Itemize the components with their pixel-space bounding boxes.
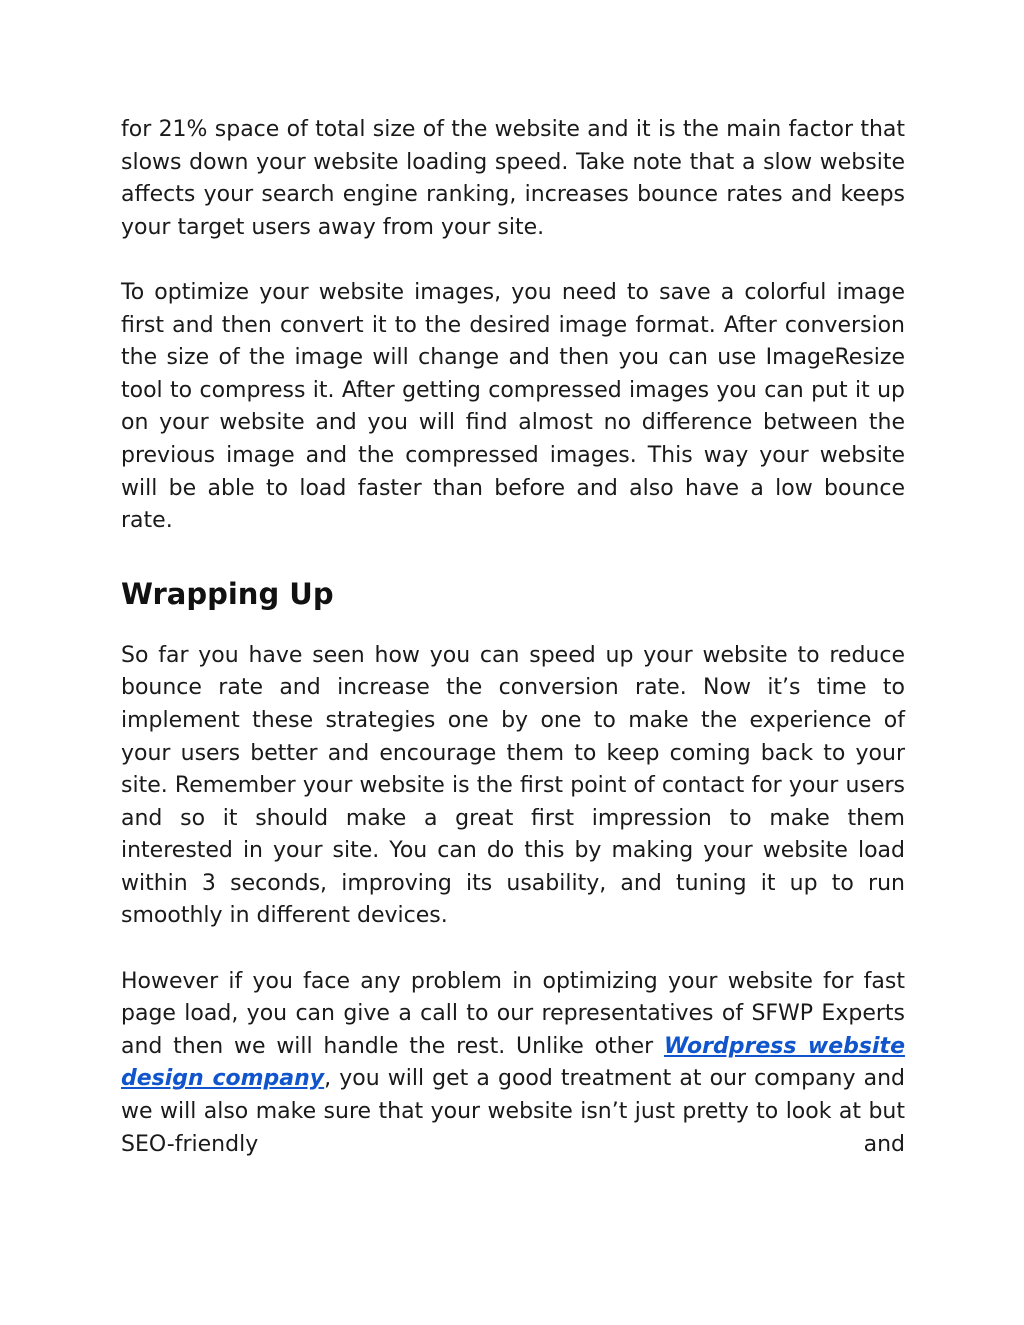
- paragraph-optimize-images: To optimize your website images, you need to save a colorful image first and then convert it to the desired image format. After conversion the size of the image will change and then you can use ImageResize tool to compress it. After getting compressed images you can put it up on your website and you will find almost no difference between the previous image and the compressed images. This way your website will be able to load faster than before and also have a low bounce rate.: [121, 279, 905, 534]
- paragraph-however-text-start: However if you face any problem in optimizing your website for fast page load, you can give a call to our representatives of SFWP Experts and then we will handle the rest. Unlike other: [121, 968, 905, 1059]
- paragraph-so-far: So far you have seen how you can speed up your website to reduce bounce rate and increase the conversion rate. Now it’s time to implement these strategies one by one to make the experience of your users better and encourage them to keep coming back to your site. Remember your website is the first point of contact for your users and so it should make a great first impression to make them interested in your site. You can do this by making your website load within 3 seconds, improving its usability, and tuning it up to run smoothly in different devices.: [121, 642, 905, 929]
- paragraph-image-size: for 21% space of total size of the website and it is the main factor that slows down your website loading speed. Take note that a slow website affects your search engine ranking, increases bounce rates and keeps your target users away from your site.: [121, 117, 905, 240]
- section-heading-wrapping-up: Wrapping Up: [121, 576, 334, 611]
- wordpress-design-company-link[interactable]: Wordpress website design company: [121, 1033, 905, 1092]
- paragraph-however-text-end: , you will get a good treatment at our company and we will also make sure that your website isn’t just pretty to look at but SEO-friendly and: [121, 1066, 905, 1157]
- document-page: [121, 114, 905, 1161]
- paragraph-however: [121, 966, 905, 1162]
